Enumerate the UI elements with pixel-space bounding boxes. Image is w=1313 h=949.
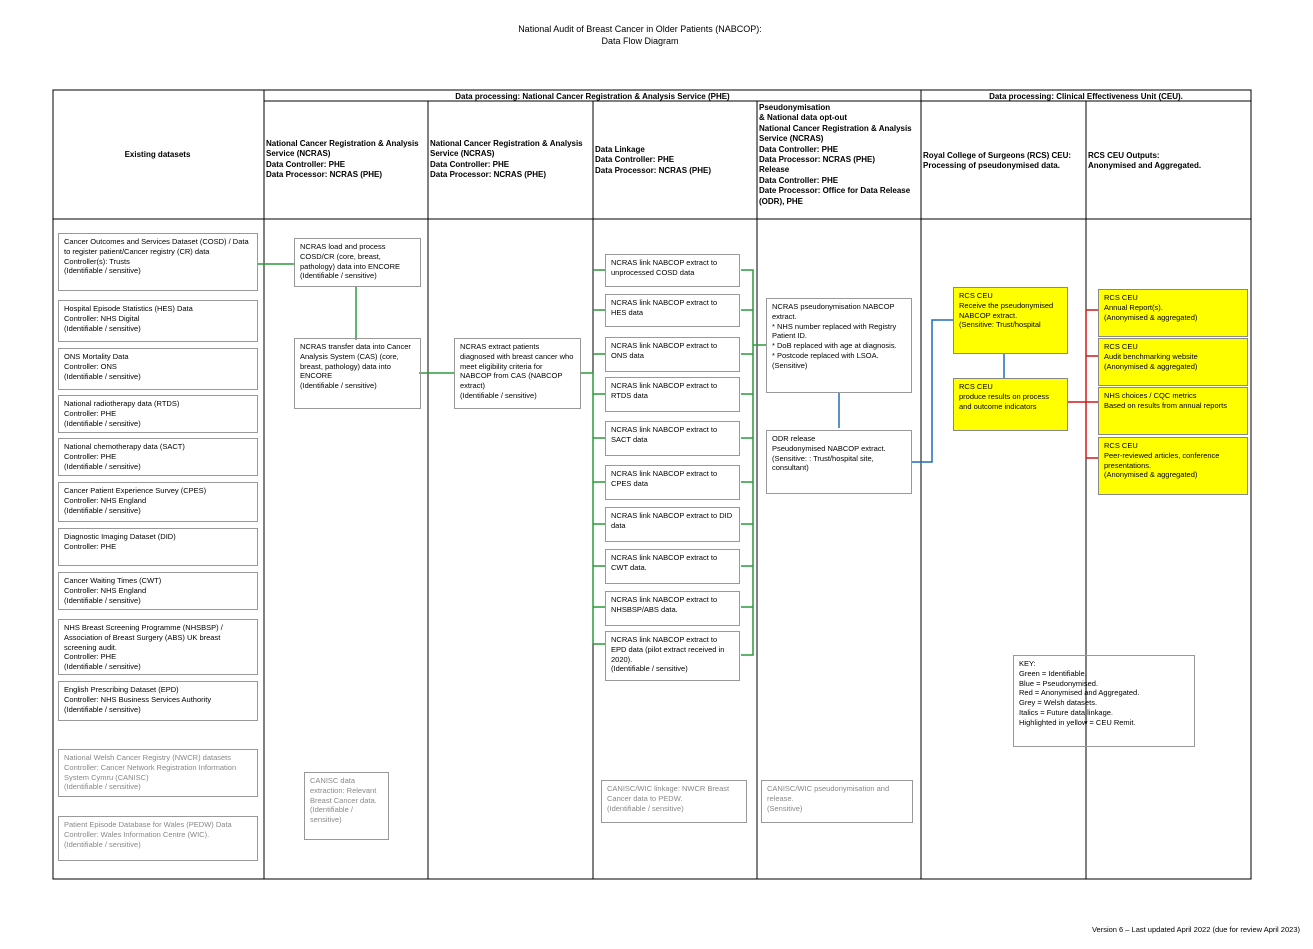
link: NCRAS link NABCOP extract to DID data <box>605 507 740 542</box>
output: RCS CEU Audit benchmarking website (Anonymised & aggregated) <box>1098 338 1248 386</box>
header-ceu: Data processing: Clinical Effectiveness Unit (CEU). <box>989 92 1183 101</box>
n4: CANISC data extraction: Relevant Breast Cancer data. (Identifiable / sensitive) <box>304 772 389 840</box>
link: NCRAS link NABCOP extract to unprocessed COSD data <box>605 254 740 287</box>
dataset: English Prescribing Dataset (EPD) Controller: NHS Business Services Authority (Identifiable / sensitive) <box>58 681 258 721</box>
title: National Audit of Breast Cancer in Older Patients (NABCOP): Data Flow Diagram <box>518 24 762 46</box>
dataset: Hospital Episode Statistics (HES) Data Controller: NHS Digital (Identifiable / sensitive) <box>58 300 258 342</box>
version: Version 6 – Last updated April 2022 (due for review April 2023) <box>1091 925 1300 934</box>
odr: ODR release Pseudonymised NABCOP extract. (Sensitive: : Trust/hospital site, consultant) <box>766 430 912 494</box>
dataset: National Welsh Cancer Registry (NWCR) datasets Controller: Cancer Network Registration Information System Cymru (CANISC) (Identifiable / sensitive) <box>58 749 258 797</box>
output: RCS CEU Annual Report(s). (Anonymised & aggregated) <box>1098 289 1248 337</box>
key: KEY: Green = Identifiable. Blue = Pseudonymised. Red = Anonymised and Aggregated. Grey = Welsh datasets. Italics = Future data linkage. Highlighted in yellow = CEU Remit. <box>1013 655 1195 747</box>
link: NCRAS link NABCOP extract to CPES data <box>605 465 740 500</box>
col-pseudo: Pseudonymisation & National data opt-out National Cancer Registration & Analysis Service (NCRAS) Data Controller: PHE Data Processor: NCRAS (PHE) Release Data Controller: PHE Date Processor: Office for Data Release (ODR), PHE <box>759 103 912 206</box>
link: NCRAS link NABCOP extract to RTDS data <box>605 377 740 412</box>
output: NHS choices / CQC metrics Based on results from annual reports <box>1098 387 1248 435</box>
welsh-pseudo: CANISC/WIC pseudonymisation and release. (Sensitive) <box>761 780 913 823</box>
dataset: Cancer Waiting Times (CWT) Controller: NHS England (Identifiable / sensitive) <box>58 572 258 610</box>
dataset: Diagnostic Imaging Dataset (DID) Controller: PHE <box>58 528 258 566</box>
col-ncras: National Cancer Registration & Analysis Service (NCRAS) Data Controller: PHE Data Processor: NCRAS (PHE) <box>266 139 419 180</box>
dataset: Cancer Outcomes and Services Dataset (COSD) / Data to register patient/Cancer registry (CR) data Controller(s): Trusts (Identifiable / sensitive) <box>58 233 258 291</box>
dataset: NHS Breast Screening Programme (NHSBSP) / Association of Breast Surgery (ABS) UK breast screening audit. Controller: PHE (Identifiable / sensitive) <box>58 619 258 675</box>
pseudo: NCRAS pseudonymisation NABCOP extract. * NHS number replaced with Registry Patient ID. * DoB replaced with age at diagnosis. * Postcode replaced with LSOA. (Sensitive) <box>766 298 912 393</box>
n2: NCRAS transfer data into Cancer Analysis System (CAS) (core, breast, pathology) data into ENCORE (Identifiable / sensitive) <box>294 338 421 409</box>
n1: NCRAS load and process COSD/CR (core, breast, pathology) data into ENCORE (Identifiable / sensitive) <box>294 238 421 287</box>
dataset: Cancer Patient Experience Survey (CPES) Controller: NHS England (Identifiable / sensitive) <box>58 482 258 522</box>
dataset: Patient Episode Database for Wales (PEDW) Data Controller: Wales Information Centre (WIC). (Identifiable / sensitive) <box>58 816 258 861</box>
col-ncras2: National Cancer Registration & Analysis Service (NCRAS) Data Controller: PHE Data Processor: NCRAS (PHE) <box>430 139 583 180</box>
link: NCRAS link NABCOP extract to SACT data <box>605 421 740 456</box>
header-ncras: Data processing: National Cancer Registration & Analysis Service (PHE) <box>455 92 730 101</box>
link: NCRAS link NABCOP extract to HES data <box>605 294 740 327</box>
welsh-link: CANISC/WIC linkage: NWCR Breast Cancer data to PEDW. (Identifiable / sensitive) <box>601 780 747 823</box>
dataset: National radiotherapy data (RTDS) Controller: PHE (Identifiable / sensitive) <box>58 395 258 433</box>
link: NCRAS link NABCOP extract to EPD data (pilot extract received in 2020). (Identifiable / sensitive) <box>605 631 740 681</box>
col-outputs: RCS CEU Outputs: Anonymised and Aggregated. <box>1088 151 1202 171</box>
link: NCRAS link NABCOP extract to ONS data <box>605 337 740 372</box>
link: NCRAS link NABCOP extract to NHSBSP/ABS data. <box>605 591 740 626</box>
col-rcs: Royal College of Surgeons (RCS) CEU: Processing of pseudonymised data. <box>923 151 1072 171</box>
col-existing: Existing datasets <box>124 150 191 159</box>
n3: NCRAS extract patients diagnosed with breast cancer who meet eligibility criteria for NABCOP from CAS (NABCOP extract) (Identifiable / sensitive) <box>454 338 581 409</box>
rcs-results: RCS CEU produce results on process and outcome indicators <box>953 378 1068 431</box>
dataset: ONS Mortality Data Controller: ONS (Identifiable / sensitive) <box>58 348 258 390</box>
link: NCRAS link NABCOP extract to CWT data. <box>605 549 740 584</box>
col-linkage: Data Linkage Data Controller: PHE Data Processor: NCRAS (PHE) <box>595 145 712 175</box>
rcs-receive: RCS CEU Receive the pseudonymised NABCOP extract. (Sensitive: Trust/hospital <box>953 287 1068 354</box>
dataset: National chemotherapy data (SACT) Controller: PHE (Identifiable / sensitive) <box>58 438 258 476</box>
output: RCS CEU Peer-reviewed articles, conference presentations. (Anonymised & aggregated) <box>1098 437 1248 495</box>
